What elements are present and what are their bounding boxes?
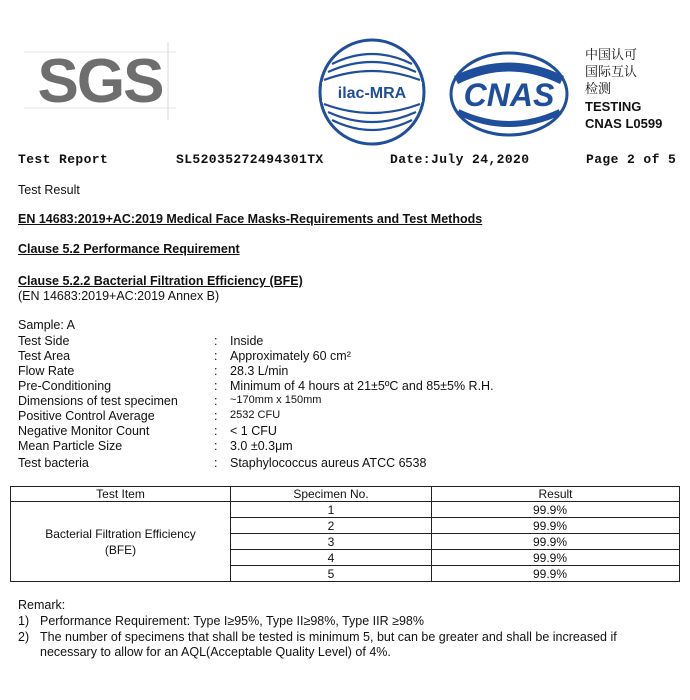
cnas-line-4: TESTING (585, 99, 642, 114)
remark-1-number: 1) (18, 614, 30, 628)
param-label: Test Area (18, 349, 71, 363)
subclause-reference: (EN 14683:2019+AC:2019 Annex B) (18, 289, 220, 303)
param-label: Flow Rate (18, 364, 75, 378)
param-colon: : (214, 424, 218, 438)
remark-2-text-line-2: necessary to allow for an AQL(Acceptable Quality Level) of 4%. (40, 645, 391, 659)
param-value: ~170mm x 150mm (230, 394, 322, 406)
result-cell (432, 566, 680, 582)
remark-2-text-line-1: The number of specimens that shall be tested is minimum 5, but can be greater and shall be increased if (40, 630, 617, 644)
report-page: Page 2 of 5 (586, 152, 677, 167)
param-colon: : (214, 334, 218, 348)
param-colon: : (214, 364, 218, 378)
ilac-logo-text: ilac-MRA (337, 85, 407, 102)
header-specimen-no: Specimen No. (231, 487, 432, 502)
ilac-mra-logo (318, 38, 426, 146)
specimen-cell: 3 (231, 534, 432, 550)
remark-title: Remark: (18, 598, 66, 612)
param-label: Test bacteria (18, 456, 89, 470)
param-colon: : (214, 456, 218, 470)
result-cell (432, 502, 680, 518)
cnas-line-1: 中国认可 (585, 47, 638, 62)
param-value: Staphylococcus aureus ATCC 6538 (230, 456, 427, 470)
param-label: Pre-Conditioning (18, 379, 112, 393)
clause-heading: Clause 5.2 Performance Requirement (18, 242, 240, 256)
param-value: Inside (230, 334, 264, 348)
result-value: 99.9% (532, 518, 567, 533)
specimen-cell: 4 (231, 550, 432, 566)
result-value: 99.9% (532, 566, 567, 581)
test-item-cell (11, 502, 231, 582)
cnas-line-3: 检测 (585, 81, 612, 96)
specimen-cell: 2 (231, 518, 432, 534)
test-result-label: Test Result (18, 183, 80, 197)
result-value: 99.9% (532, 550, 567, 565)
param-value: Minimum of 4 hours at 21±5ºC and 85±5% R.H. (230, 379, 494, 393)
param-colon: : (214, 394, 218, 408)
param-value: 2532 CFU (230, 409, 281, 421)
report-label: Test Report (18, 152, 109, 167)
remark-1-text: Performance Requirement: Type I≥95%, Type II≥98%, Type IIR ≥98% (40, 614, 424, 628)
sample-label: Sample: A (18, 318, 75, 332)
param-value: 3.0 ±0.3μm (230, 439, 293, 453)
result-cell (432, 534, 680, 550)
result-value: 99.9% (532, 534, 567, 549)
param-colon: : (214, 349, 218, 363)
param-colon: : (214, 379, 218, 393)
header-result: Result (432, 487, 680, 502)
test-item-line-1: Bacterial Filtration Efficiency (45, 526, 196, 541)
result-value: 99.9% (532, 502, 567, 517)
param-label: Mean Particle Size (18, 439, 123, 453)
param-value: Approximately 60 cm² (230, 349, 351, 363)
param-colon: : (214, 439, 218, 453)
result-table (10, 486, 680, 582)
param-value: 28.3 L/min (230, 364, 289, 378)
sgs-logo-text: SGS (37, 47, 163, 116)
cnas-line-5: CNAS L0599 (585, 116, 663, 131)
specimen-cell: 5 (231, 566, 432, 582)
param-label: Positive Control Average (18, 409, 155, 423)
param-value: < 1 CFU (230, 424, 277, 438)
param-label: Dimensions of test specimen (18, 394, 178, 408)
table-header-row (11, 487, 680, 502)
test-item-line-2: (BFE) (104, 542, 137, 557)
result-cell (432, 550, 680, 566)
header-test-item: Test Item (11, 487, 231, 502)
cnas-logo-text: CNAS (463, 77, 555, 113)
report-number: SL52035272494301TX (176, 152, 324, 167)
sgs-logo (20, 40, 180, 122)
specimen-cell: 1 (231, 502, 432, 518)
subclause-heading: Clause 5.2.2 Bacterial Filtration Efficiency (BFE) (18, 274, 303, 288)
cnas-line-2: 国际互认 (585, 64, 638, 79)
param-label: Negative Monitor Count (18, 424, 150, 438)
cnas-logo (448, 50, 570, 138)
table-row (11, 502, 680, 518)
report-date: Date:July 24,2020 (390, 152, 530, 167)
standard-heading: EN 14683:2019+AC:2019 Medical Face Masks-Requirements and Test Methods (18, 212, 483, 226)
param-label: Test Side (18, 334, 70, 348)
result-cell (432, 518, 680, 534)
param-colon: : (214, 409, 218, 423)
remark-2-number: 2) (18, 630, 30, 644)
